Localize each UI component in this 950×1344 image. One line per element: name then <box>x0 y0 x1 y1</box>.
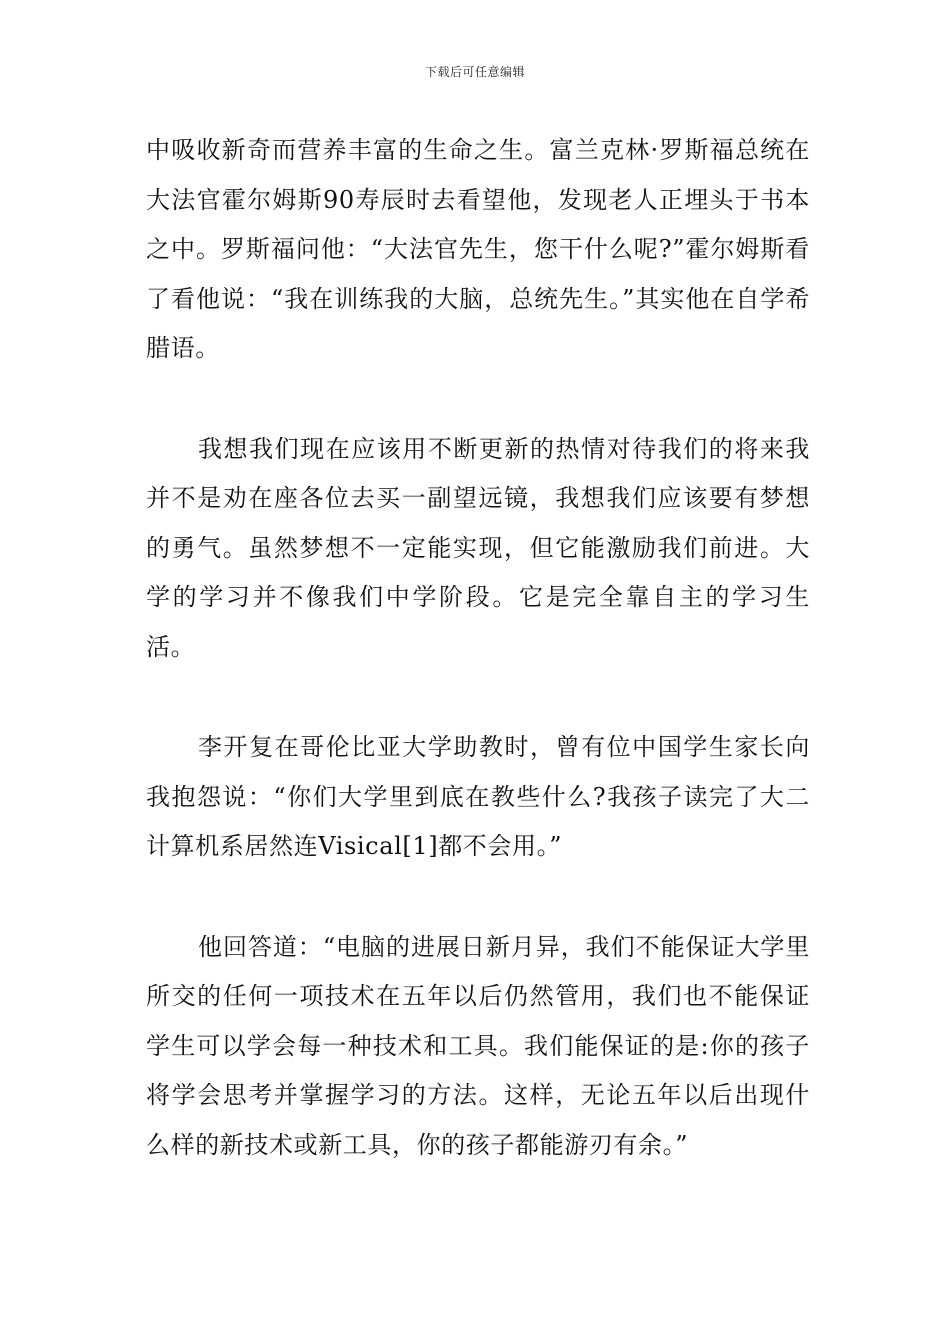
paragraph-roosevelt-holmes: 中吸收新奇而营养丰富的生命之生。富兰克林·罗斯福总统在大法官霍尔姆斯90寿辰时去看望他，发现老人正埋头于书本之中。罗斯福问他：“大法官先生，您干什么呢?”霍尔姆斯看了看他说：“我在训练我的大脑，总统先生。”其实他在自学希腊语。 <box>146 136 810 362</box>
paragraph-answer: 他回答道：“电脑的进展日新月异，我们不能保证大学里所交的任何一项技术在五年以后仍然管用，我们也不能保证学生可以学会每一种技术和工具。我们能保证的是:你的孩子将学会思考并掌握学习的方法。这样，无论五年以后出现什么样的新技术或新工具，你的孩子都能游刃有余。” <box>146 932 810 1159</box>
paragraph-parent-complaint: 李开复在哥伦比亚大学助教时，曾有位中国学生家长向我抱怨说：“你们大学里到底在教些什么?我孩子读完了大二计算机系居然连Visical[1]都不会用。” <box>146 733 810 860</box>
document-body <box>146 126 810 1170</box>
paragraph-dream-courage: 我想我们现在应该用不断更新的热情对待我们的将来我并不是劝在座各位去买一副望远镜，我想我们应该要有梦想的勇气。虽然梦想不一定能实现，但它能激励我们前进。大学的学习并不像我们中学阶段。它是完全靠自主的学习生活。 <box>146 434 810 661</box>
page-header-note: 下载后可任意编辑 <box>424 65 525 79</box>
